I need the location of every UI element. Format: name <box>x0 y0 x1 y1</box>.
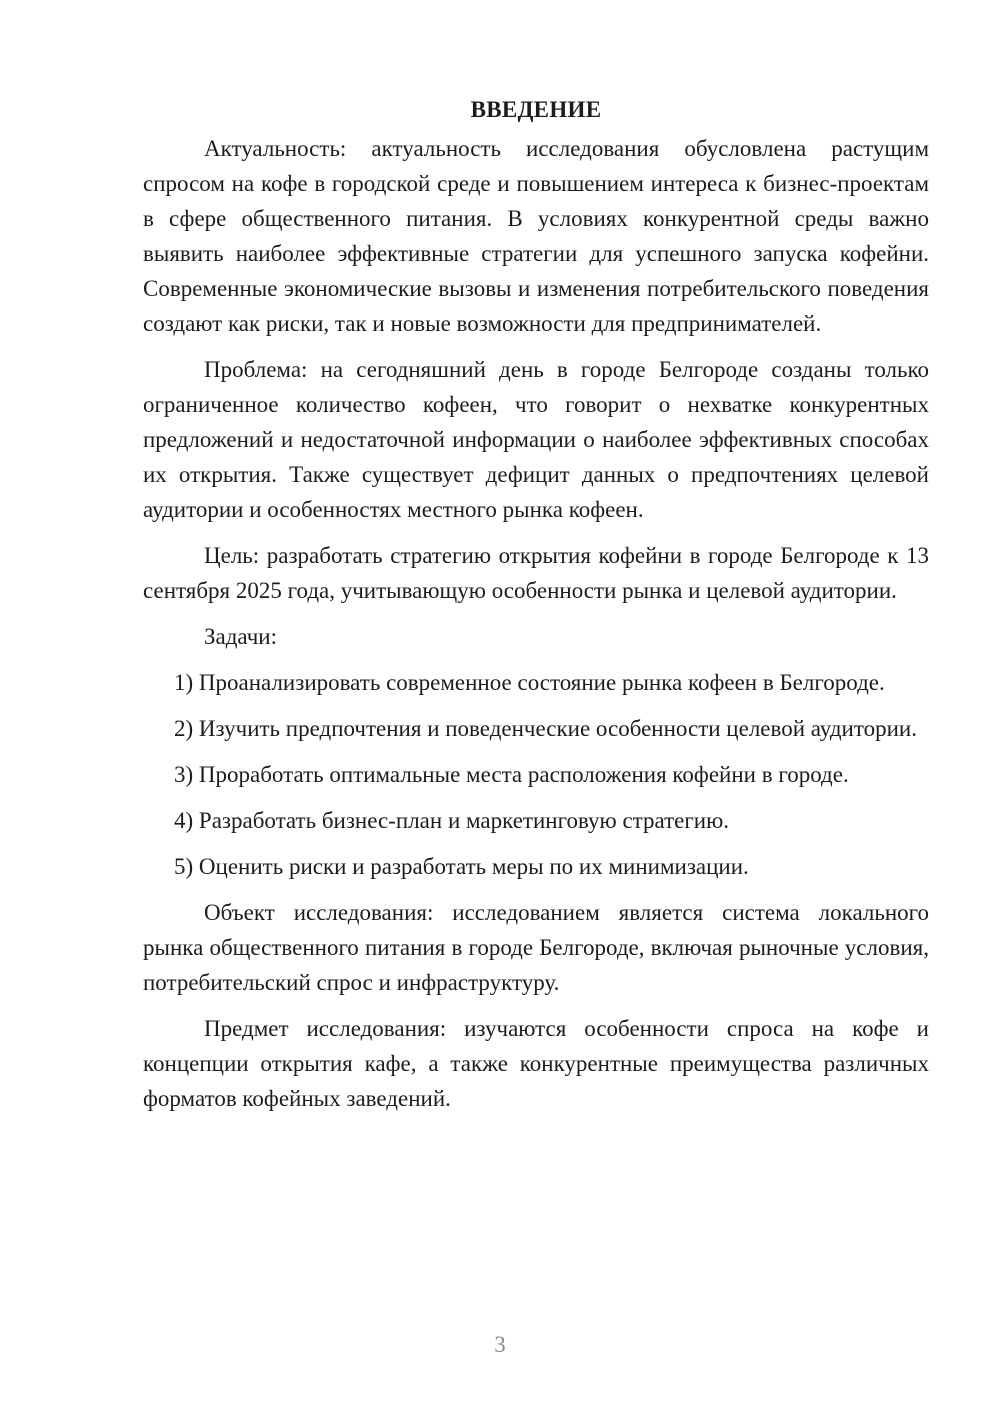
task-item: 5) Оценить риски и разработать меры по их минимизации. <box>174 854 749 879</box>
page-number: 3 <box>494 1332 506 1357</box>
paragraph-goal: Цель: разработать стратегию открытия кофейни в городе Белгороде к 13 сентября 2025 года, учитывающую особенности рынка и целевой аудитории. <box>143 543 929 603</box>
paragraph-subject: Предмет исследования: изучаются особенности спроса на кофе и концепции открытия кафе, а также конкурентные преимущества различных форматов кофейных заведений. <box>143 1016 929 1111</box>
page-title: ВВЕДЕНИЕ <box>470 97 602 122</box>
task-item: 4) Разработать бизнес-план и маркетинговую стратегию. <box>174 808 730 833</box>
paragraph-relevance: Актуальность: актуальность исследования обусловлена растущим спросом на кофе в городской среде и повышением интереса к бизнес-проектам в сфере общественного питания. В условиях конкурентной среды важно выявить наиболее эффективные стратегии для успешного запуска кофейни. Современные экономические вызовы и изменения потребительского поведения создают как риски, так и новые возможности для предпринимателей. <box>143 136 929 336</box>
task-item: 2) Изучить предпочтения и поведенческие особенности целевой аудитории. <box>174 716 917 741</box>
paragraph-problem: Проблема: на сегодняшний день в городе Белгороде созданы только ограниченное количество кофеен, что говорит о нехватке конкурентных предложений и недостаточной информации о наиболее эффективных способах их открытия. Также существует дефицит данных о предпочтениях целевой аудитории и особенностях местного рынка кофеен. <box>143 357 929 522</box>
task-item: 3) Проработать оптимальные места расположения кофейни в городе. <box>174 762 849 787</box>
document-page <box>143 92 929 1127</box>
tasks-list <box>143 665 929 884</box>
paragraph-object: Объект исследования: исследованием является система локального рынка общественного питания в городе Белгороде, включая рыночные условия, потребительский спрос и инфраструктуру. <box>143 900 929 995</box>
task-item: 1) Проанализировать современное состояние рынка кофеен в Белгороде. <box>174 670 885 695</box>
tasks-heading: Задачи: <box>204 624 277 649</box>
